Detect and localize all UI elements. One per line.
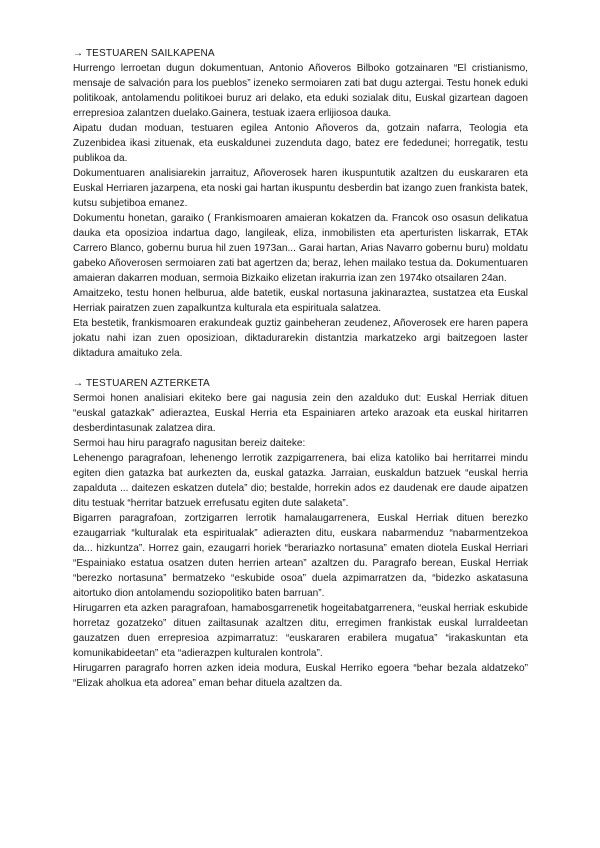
paragraph: Eta bestetik, frankismoaren erakundeak guztiz gainbeheran zeudenez, Añoverosek ere haren papera jokatu nahi izan zuen oposizioan, diktadurarekin distantzia markatzeko argi baitzegoen laster diktadura amaituko zela.	[73, 318, 528, 359]
section-sailkapena	[73, 46, 528, 361]
section-azterketa	[73, 376, 528, 691]
section-heading: → TESTUAREN SAILKAPENA	[73, 48, 215, 59]
paragraph: Lehenengo paragrafoan, lehenengo lerrotik zazpigarrenera, bai eliza katoliko bai herritarrei mindu egiten dien gatazka bat aurkezten da, euskal gatazka. Jarraian, euskaldun batzuek “euskal herria zapalduta ... daitezen eskatzen dutela” dio; bestalde, horrekin ados ez daudenak ere daude aipatzen ditu testuak “herritar batzuek errefusatu egiten dute salaketa”.	[73, 453, 528, 509]
paragraph: Hurrengo lerroetan dugun dokumentuan, Antonio Añoveros Bilboko gotzainaren “El cristianismo, mensaje de salvación para los pueblos” izeneko sermoiaren zati bat dugu aztergai. Testu honek eduki politikoak, antolamendu politikoei buruz ari delako, eta eduki sozialak ditu, Euskal gizartean dagoen errepresioa zalantzen duelako.Gainera, testuak izaera erlijiosoa dauka.	[73, 63, 528, 119]
paragraph: Aipatu dudan moduan, testuaren egilea Antonio Añoveros da, gotzain nafarra, Teologia eta Zuzenbidea ikasi zituenak, eta euskaldunei zuzenduta dago, batez ere fededunei; horregatik, testu publikoa da.	[73, 123, 528, 164]
paragraph: Hirugarren eta azken paragrafoan, hamabosgarrenetik hogeitabatgarrenera, “euskal herriak eskubide horretaz gozatzeko” dituen zailtasunak azaltzen ditu, erregimen frankistak euskal lurraldeetan gauzatzen duen errepresioa azpimarratuz: “euskararen erabilera mugatua” “irakaskuntan eta komunikabideetan” eta “adierazpen kulturalen kontrola”.	[73, 603, 528, 659]
paragraph: Sermoi hau hiru paragrafo nagusitan bereiz daiteke:	[73, 438, 306, 449]
paragraph: Hirugarren paragrafo horren azken ideia modura, Euskal Herriko egoera “behar bezala aldatzeko” “Elizak aholkua eta adorea” eman behar dituela azaltzen da.	[73, 663, 528, 689]
paragraph: Sermoi honen analisiari ekiteko bere gai nagusia zein den azalduko dut: Euskal Herriak dituen “euskal gatazkak” adieraztea, Euskal Herria eta Espainiaren arteko arazoak eta euskal hiritarren desberdintasunak zalatzea dira.	[73, 393, 528, 434]
paragraph: Dokumentuaren analisiarekin jarraituz, Añoverosek haren ikuspuntutik azaltzen du euskararen eta Euskal Herriaren jazarpena, eta noski gai hartan ikuspuntu desberdin bat izango zuen frankista batek, kutsu subjetiboa emanez.	[73, 168, 528, 209]
paragraph: Dokumentu honetan, garaiko ( Frankismoaren amaieran kokatzen da. Francok oso osasun delikatua dauka eta oposizioa indartua dago, langileak, eliza, inmobilisten eta aperturisten liskarrak, ETAk Carrero Blanco, gobernu burua hil zuen 1973an... Garai hartan, Arias Navarro gobernu buru) moldatu gabeko Añoverosen sermoiaren zati bat agertzen da; beraz, lehen mailako testua da. Dokumentuaren amaieran dakarren moduan, sermoia Bizkaiko elizetan irakurria izan zen 1974ko otsailaren 24an.	[73, 213, 528, 284]
section-heading: → TESTUAREN AZTERKETA	[73, 378, 210, 389]
paragraph: Amaitzeko, testu honen helburua, alde batetik, euskal nortasuna jakinaraztea, sustatzea eta Euskal Herriak pairatzen zuen zapalkuntza kulturala eta espirituala salatzea.	[73, 288, 528, 314]
paragraph: Bigarren paragrafoan, zortzigarren lerrotik hamalaugarrenera, Euskal Herriak dituen berezko ezaugarriak “kulturalak eta espiritualak” adierazten ditu, euskara nabarmenduz “nabarmentzekoa da... hizkuntza”. Horrez gain, ezaugarri horiek “berariazko nortasuna” ematen diotela Euskal Herriari “Espainiako estatua osatzen duten herrien artean” azaltzen du. Paragrafo berean, Euskal Herriak “berezko nortasuna” bermatzeko “eskubide osoa” duela azpimarratzen da, “bidezko askatasuna aitortuko dion antolamendu soziopolitiko baten barruan”.	[73, 513, 528, 599]
